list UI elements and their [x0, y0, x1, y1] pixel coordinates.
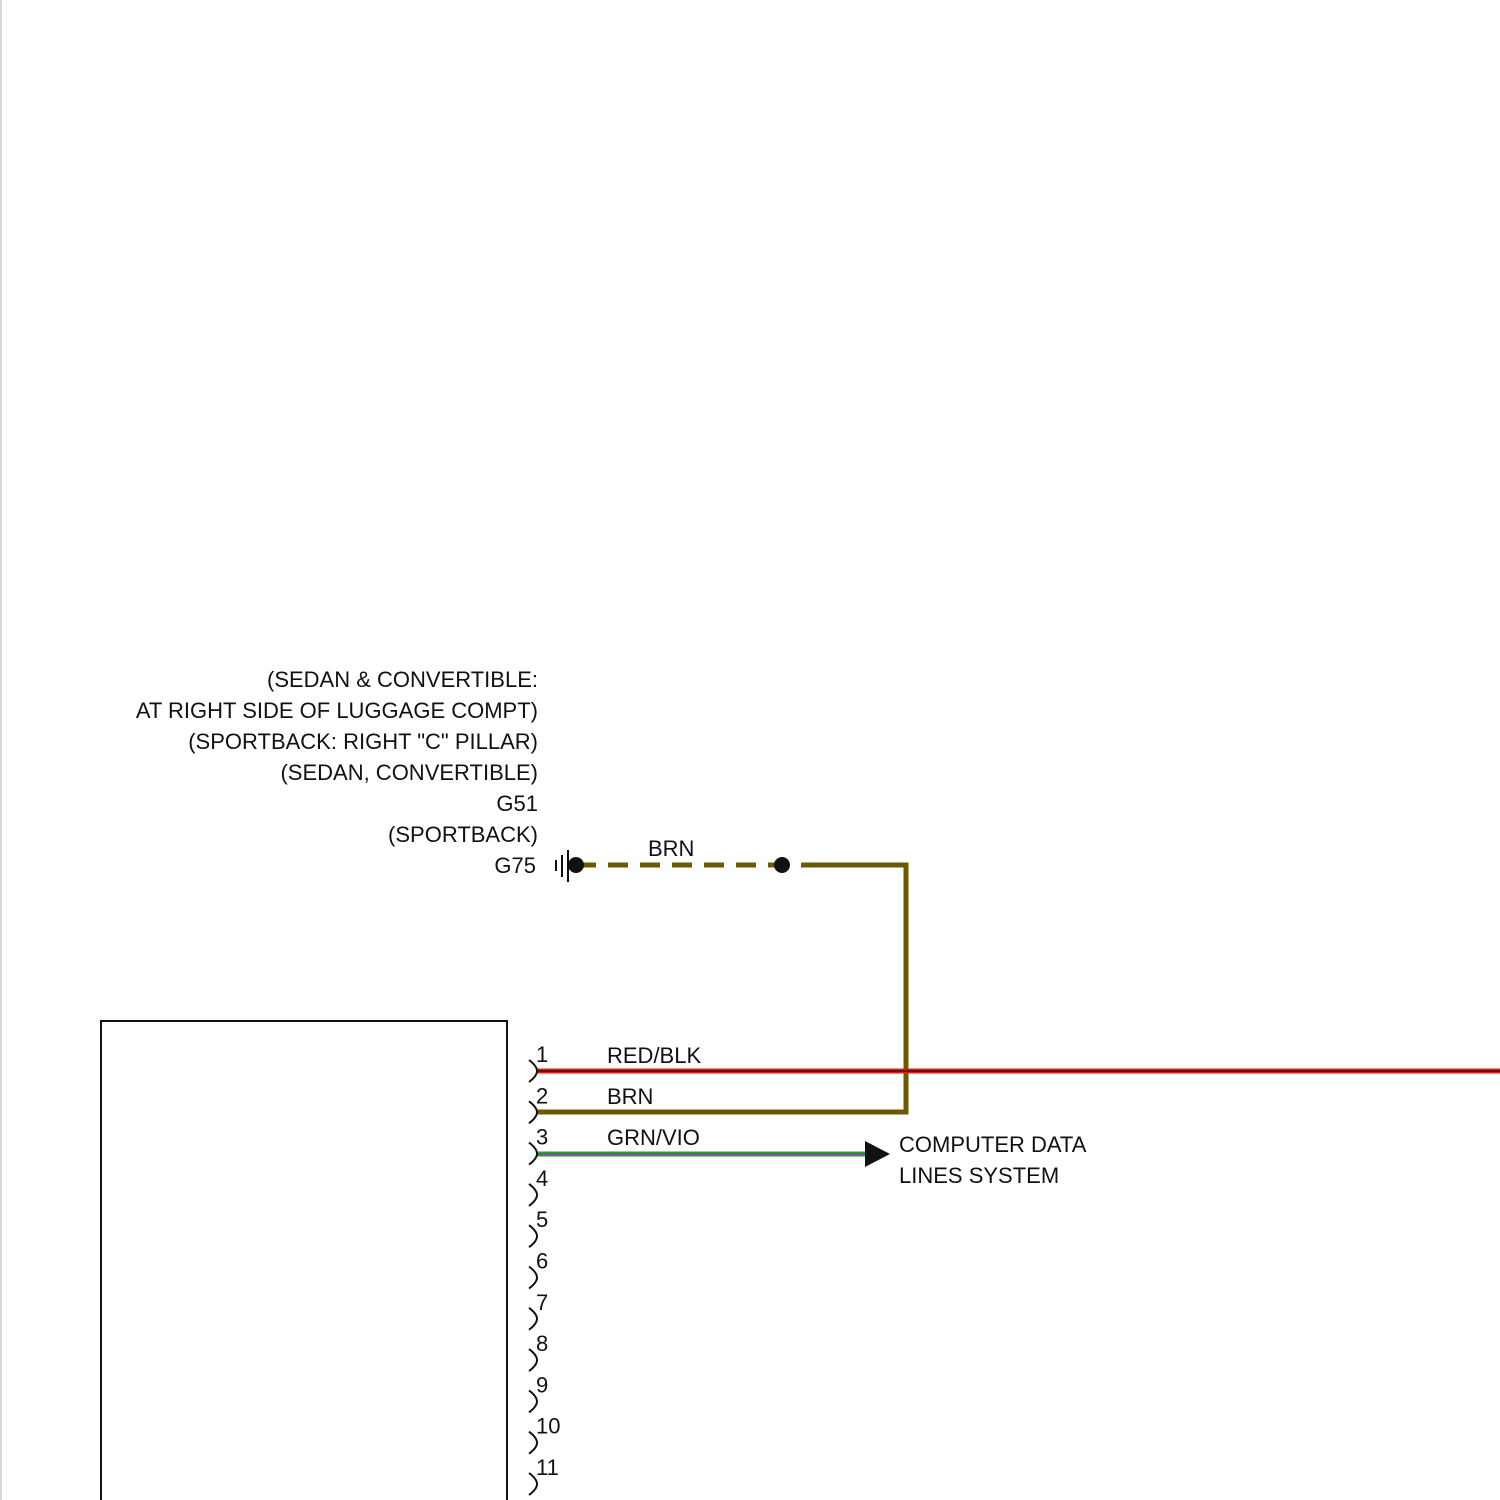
pin-number: 2: [536, 1083, 549, 1109]
destination-line-2: LINES SYSTEM: [899, 1163, 1060, 1188]
wire-pin1-color-label: RED/BLK: [607, 1043, 702, 1068]
ground-note-line: (SEDAN, CONVERTIBLE): [280, 760, 538, 785]
pin-number: 11: [536, 1455, 559, 1480]
pin-number: 1: [536, 1042, 549, 1067]
pin-number: 8: [536, 1331, 549, 1357]
splice-dot-icon: [568, 857, 584, 873]
component-box: [101, 1021, 507, 1500]
pin-number: 9: [536, 1372, 549, 1398]
ground-wire-solid: [536, 865, 906, 1112]
arrow-right-icon: [865, 1141, 890, 1167]
ground-note-line: AT RIGHT SIDE OF LUGGAGE COMPT): [135, 698, 538, 723]
ground-location-notes: [136, 667, 538, 878]
wire-pin2-color-label: BRN: [607, 1084, 654, 1109]
splice-dot-icon: [774, 857, 790, 873]
ground-symbol-icon: [556, 850, 568, 882]
pin-number: 5: [536, 1207, 549, 1233]
ground-note-line: (SPORTBACK: RIGHT "C" PILLAR): [188, 729, 538, 754]
pin-number: 7: [536, 1289, 549, 1315]
pin-number: 6: [536, 1248, 549, 1274]
ground-note-line: (SEDAN & CONVERTIBLE:: [267, 667, 538, 692]
pin-number: 10: [536, 1413, 561, 1439]
wire-pin3-color-label: GRN/VIO: [607, 1125, 700, 1150]
ground-id-g75: G75: [494, 853, 536, 878]
ground-wire-color-label: BRN: [648, 836, 695, 861]
ground-note-line: (SPORTBACK): [388, 822, 538, 847]
ground-id-g51: G51: [496, 791, 538, 816]
pin-number: 4: [536, 1165, 549, 1191]
pin-number: 3: [536, 1124, 549, 1150]
destination-line-1: COMPUTER DATA: [899, 1132, 1087, 1157]
